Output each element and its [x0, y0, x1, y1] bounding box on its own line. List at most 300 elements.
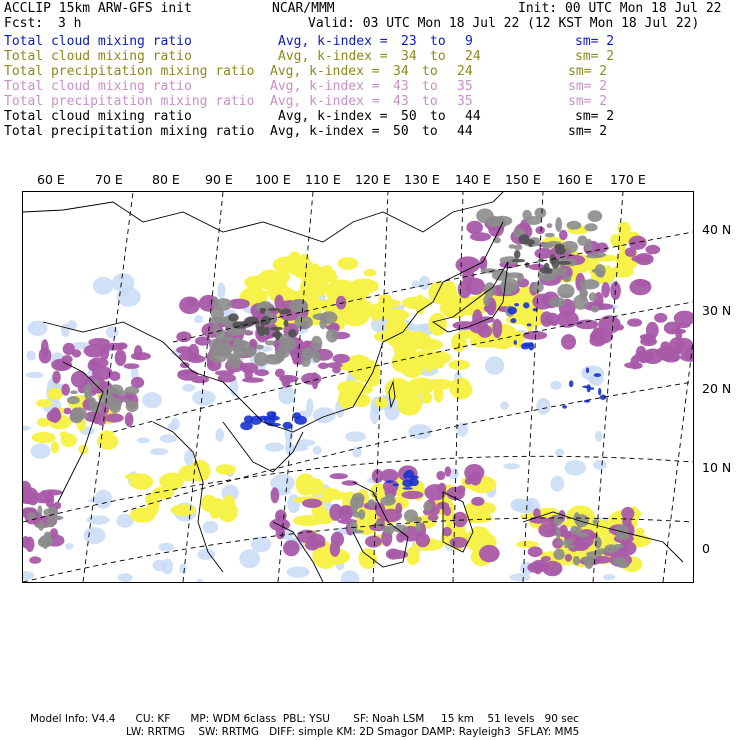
cloud-gray: [38, 520, 44, 531]
cloud-light-blue: [118, 573, 133, 582]
cloud-light-blue: [179, 564, 186, 575]
lon-tick-label: 110 E: [305, 172, 341, 187]
cloud-purple: [542, 561, 562, 576]
cloud-yellow: [323, 488, 340, 500]
cloud-gray: [586, 254, 602, 258]
cloud-purple: [646, 245, 661, 255]
cloud-gray: [573, 556, 580, 566]
cloud-gray: [567, 221, 582, 230]
cloud-light-blue: [84, 527, 106, 544]
cloud-purple: [242, 377, 264, 382]
legend-k-from: 50: [393, 124, 409, 139]
cloud-purple: [458, 280, 472, 298]
cloud-light-blue: [278, 386, 295, 404]
legend-k-to: 35: [457, 94, 473, 109]
cloud-purple: [470, 232, 491, 241]
cloud-purple: [191, 376, 209, 383]
cloud-yellow: [424, 350, 434, 372]
cloud-purple: [244, 369, 253, 380]
cloud-gray: [553, 549, 564, 560]
cloud-purple: [635, 280, 651, 286]
cloud-purple: [465, 478, 473, 485]
legend-field-name: Total cloud mixing ratio: [4, 109, 192, 124]
cloud-gray: [589, 292, 597, 301]
cloud-blue: [586, 367, 589, 373]
cloud-yellow: [338, 257, 359, 270]
lon-tick-label: 150 E: [505, 172, 541, 187]
cloud-yellow: [338, 389, 354, 409]
cloud-purple: [302, 499, 322, 508]
cloud-yellow: [375, 397, 388, 409]
cloud-light-blue: [457, 422, 468, 436]
cloud-purple: [466, 221, 483, 234]
cloud-light-blue: [550, 381, 562, 390]
lon-tick-label: 170 E: [610, 172, 646, 187]
cloud-gray: [547, 223, 553, 228]
legend-field-name: Total precipitation mixing ratio: [4, 124, 255, 139]
cloud-gray: [234, 338, 245, 351]
legend-field-name: Total precipitation mixing ratio: [4, 64, 255, 79]
cloud-light-blue: [26, 372, 44, 378]
cloud-purple: [596, 242, 608, 252]
cloud-gray: [294, 316, 313, 330]
cloud-light-blue: [168, 423, 176, 430]
cloud-gray: [563, 275, 571, 282]
cloud-yellow: [452, 378, 469, 388]
cloud-yellow: [322, 265, 332, 276]
cloud-blue: [589, 387, 594, 390]
legend-smoothing: sm= 2: [568, 64, 608, 79]
cloud-gray: [292, 299, 307, 312]
cloud-purple: [445, 466, 452, 476]
cloud-purple: [492, 319, 502, 338]
cloud-purple: [395, 503, 402, 515]
cloud-dark-gray: [260, 308, 266, 312]
cloud-yellow: [36, 399, 52, 408]
cloud-light-blue: [217, 282, 225, 298]
cloud-light-blue: [95, 490, 113, 509]
legend-smoothing: sm= 2: [575, 109, 615, 124]
cloud-yellow: [125, 473, 150, 480]
cloud-gray: [567, 539, 573, 543]
cloud-light-blue: [182, 384, 195, 392]
cloud-light-blue: [345, 431, 366, 441]
cloud-light-blue: [93, 277, 114, 295]
cloud-purple: [402, 491, 424, 499]
cloud-light-blue: [158, 543, 174, 552]
cloud-yellow: [223, 495, 235, 508]
cloud-light-blue: [285, 438, 293, 455]
model-title: ACCLIP 15km ARW-GFS init: [4, 1, 192, 16]
cloud-gray: [320, 311, 337, 324]
cloud-gray: [416, 520, 422, 532]
cloud-purple: [471, 497, 484, 506]
cloud-light-blue: [86, 515, 109, 524]
legend-to: to: [422, 94, 438, 109]
org-label: NCAR/MMM: [272, 1, 335, 16]
cloud-purple: [535, 226, 545, 234]
cloud-gray: [514, 244, 523, 250]
legend-field-name: Total cloud mixing ratio: [4, 34, 192, 49]
cloud-light-blue: [23, 426, 31, 431]
cloud-purple: [386, 549, 401, 560]
cloud-gray: [305, 351, 320, 356]
cloud-purple: [674, 338, 693, 355]
cloud-blue: [293, 412, 301, 419]
cloud-gray: [584, 223, 597, 231]
cloud-purple: [634, 351, 654, 362]
legend-k-to: 35: [457, 79, 473, 94]
legend-to: to: [430, 109, 446, 124]
cloud-gray: [542, 243, 553, 249]
cloud-gray: [526, 216, 542, 225]
cloud-purple: [631, 255, 652, 263]
cloud-purple: [658, 347, 673, 356]
valid-time: Valid: 03 UTC Mon 18 Jul 22 (12 KST Mon 18 Jul 22): [308, 16, 700, 31]
legend-k-from: 34: [401, 49, 417, 64]
cloud-yellow: [256, 273, 282, 282]
cloud-gray: [212, 296, 218, 308]
cloud-purple: [179, 297, 200, 315]
cloud-gray: [117, 390, 127, 396]
legend-smoothing: sm= 2: [568, 94, 608, 109]
legend-to: to: [422, 124, 438, 139]
cloud-yellow: [421, 392, 432, 404]
cloud-light-blue: [137, 437, 150, 443]
cloud-gray: [49, 516, 64, 521]
cloud-light-blue: [536, 398, 550, 415]
cloud-yellow: [61, 433, 77, 447]
cloud-light-blue: [142, 392, 162, 408]
cloud-gray: [222, 337, 234, 342]
cloud-dark-gray: [511, 259, 525, 263]
cloud-gray: [492, 270, 510, 281]
cloud-light-blue: [192, 390, 216, 405]
cloud-blue: [271, 412, 276, 419]
legend-avg-label: Avg, k-index =: [278, 49, 388, 64]
cloud-light-blue: [593, 460, 606, 470]
cloud-purple: [115, 350, 127, 367]
cloud-blue: [562, 405, 567, 409]
cloud-light-blue: [61, 324, 70, 338]
cloud-light-blue: [23, 571, 34, 580]
cloud-purple: [330, 473, 348, 479]
cloud-purple: [621, 507, 634, 520]
legend-k-to: 9: [465, 34, 473, 49]
legend-smoothing: sm= 2: [568, 124, 608, 139]
cloud-blue: [402, 487, 412, 490]
cloud-purple: [365, 536, 382, 548]
cloud-yellow: [341, 304, 370, 326]
cloud-gray: [350, 496, 364, 508]
cloud-yellow: [306, 478, 325, 495]
cloud-purple: [565, 554, 572, 562]
cloud-purple: [559, 230, 568, 240]
legend-smoothing: sm= 2: [568, 79, 608, 94]
cloud-gray: [311, 336, 322, 351]
cloud-gray: [614, 544, 624, 549]
cloud-yellow: [171, 504, 196, 516]
cloud-purple: [561, 334, 576, 350]
cloud-dark-gray: [284, 320, 289, 327]
cloud-light-blue: [239, 549, 260, 568]
cloud-yellow: [449, 360, 470, 370]
cloud-purple: [336, 296, 346, 310]
lon-tick-label: 100 E: [255, 172, 291, 187]
cloud-yellow: [32, 432, 56, 443]
cloud-blue: [386, 480, 394, 483]
cloud-dark-gray: [538, 259, 544, 262]
cloud-light-blue: [555, 449, 564, 457]
cloud-dark-gray: [228, 313, 239, 321]
legend-avg-label: Avg, k-index =: [270, 64, 380, 79]
cloud-gray: [593, 519, 600, 524]
cloud-purple: [274, 295, 283, 310]
cloud-purple: [100, 344, 109, 361]
lat-tick-label: 10 N: [702, 460, 732, 475]
cloud-light-blue: [28, 321, 48, 336]
cloud-gray: [126, 401, 139, 413]
cloud-gray: [592, 269, 602, 273]
footer-line-2: LW: RRTMG SW: RRTMG DIFF: simple KM: 2D Smagor DAMP: Rayleigh3 SFLAY: MM5: [126, 726, 580, 738]
cloud-purple: [535, 568, 542, 575]
cloud-dark-gray: [558, 261, 571, 265]
cloud-blue: [523, 302, 529, 308]
cloud-purple: [301, 373, 321, 385]
cloud-yellow: [148, 499, 160, 506]
cloud-yellow: [402, 297, 432, 310]
cloud-blue: [402, 479, 413, 487]
cloud-yellow: [428, 313, 446, 336]
legend-field-name: Total precipitation mixing ratio: [4, 94, 255, 109]
cloud-gray: [612, 558, 626, 565]
cloud-blue: [514, 303, 519, 306]
cloud-gray: [554, 514, 563, 526]
cloud-purple: [598, 315, 621, 333]
cloud-light-blue: [551, 476, 565, 492]
cloud-purple: [131, 352, 151, 360]
cloud-purple: [333, 354, 350, 363]
cloud-light-blue: [112, 273, 134, 293]
cloud-yellow: [370, 304, 383, 321]
cloud-gray: [256, 345, 264, 350]
cloud-gray: [227, 355, 241, 370]
map-panel: [22, 191, 694, 583]
cloud-purple: [104, 413, 123, 422]
cloud-gray: [84, 384, 92, 397]
lon-tick-label: 80 E: [152, 172, 180, 187]
cloud-gray: [380, 496, 396, 505]
cloud-light-blue: [287, 566, 310, 577]
cloud-blue: [240, 421, 253, 430]
legend-avg-label: Avg, k-index =: [270, 79, 380, 94]
cloud-purple: [276, 527, 285, 539]
cloud-gray: [246, 347, 256, 356]
cloud-blue: [522, 342, 533, 346]
legend-to: to: [422, 79, 438, 94]
cloud-yellow: [378, 295, 392, 303]
cloud-gray: [265, 340, 275, 345]
cloud-purple: [45, 491, 54, 507]
lat-tick-label: 30 N: [702, 303, 732, 318]
cloud-light-blue: [500, 401, 509, 409]
cloud-purple: [624, 362, 643, 368]
cloud-gray: [594, 537, 601, 549]
cloud-purple: [176, 331, 191, 342]
cloud-dark-gray: [265, 327, 270, 336]
cloud-purple: [528, 547, 543, 558]
cloud-yellow: [406, 546, 420, 565]
cloud-dark-gray: [549, 254, 556, 264]
cloud-gray: [301, 356, 311, 367]
cloud-gray: [555, 217, 562, 232]
cloud-purple: [338, 507, 352, 521]
cloud-yellow: [352, 394, 370, 407]
cloud-light-blue: [287, 494, 300, 513]
cloud-yellow: [47, 388, 63, 400]
cloud-light-blue: [603, 574, 615, 580]
legend-avg-label: Avg, k-index =: [270, 94, 380, 109]
cloud-gray: [43, 541, 48, 549]
fcst-value: 3 h: [58, 16, 82, 31]
lon-tick-label: 60 E: [37, 172, 65, 187]
cloud-gray: [211, 307, 224, 322]
lon-tick-label: 70 E: [95, 172, 123, 187]
cloud-purple: [443, 506, 451, 516]
cloud-purple: [47, 410, 62, 422]
cloud-light-blue: [595, 431, 603, 442]
legend-k-from: 23: [401, 34, 417, 49]
cloud-gray: [549, 297, 566, 307]
legend-to: to: [430, 49, 446, 64]
cloud-light-blue: [184, 450, 194, 466]
cloud-gray: [557, 284, 574, 298]
cloud-yellow: [610, 234, 620, 246]
cloud-gray: [556, 526, 561, 539]
cloud-yellow: [159, 473, 184, 490]
cloud-purple: [601, 282, 610, 298]
cloud-gray: [368, 499, 375, 507]
cloud-light-blue: [419, 276, 430, 290]
cloud-blue: [598, 388, 601, 395]
legend-k-to: 44: [457, 124, 473, 139]
cloud-gray: [493, 216, 513, 226]
cloud-blue: [507, 307, 517, 315]
cloud-gray: [70, 390, 78, 394]
cloud-gray: [352, 512, 361, 518]
cloud-gray: [209, 348, 228, 363]
legend-smoothing: sm= 2: [575, 49, 615, 64]
cloud-yellow: [301, 268, 316, 283]
cloud-gray: [38, 505, 43, 516]
cloud-gray: [579, 287, 587, 302]
cloud-gray: [545, 233, 555, 237]
cloud-dark-gray: [525, 262, 530, 267]
cloud-yellow: [189, 460, 210, 482]
cloud-gray: [212, 329, 226, 335]
cloud-yellow: [287, 251, 303, 275]
cloud-light-blue: [412, 280, 420, 288]
legend-avg-label: Avg, k-index =: [270, 124, 380, 139]
cloud-blue: [594, 373, 601, 377]
cloud-yellow: [216, 464, 236, 475]
cloud-purple: [436, 471, 445, 480]
cloud-purple: [330, 541, 340, 557]
cloud-light-blue: [153, 560, 167, 571]
cloud-yellow: [443, 281, 457, 304]
cloud-purple: [654, 313, 667, 323]
cloud-purple: [442, 527, 451, 537]
cloud-gray: [67, 396, 80, 404]
lon-tick-label: 140 E: [455, 172, 491, 187]
cloud-purple: [576, 320, 599, 330]
cloud-dark-gray: [268, 308, 280, 311]
cloud-blue: [392, 483, 399, 486]
cloud-gray: [423, 501, 432, 511]
graticule-line: [663, 342, 693, 582]
cloud-purple: [195, 336, 211, 345]
cloud-purple: [540, 311, 553, 327]
legend-field-name: Total cloud mixing ratio: [4, 79, 192, 94]
cloud-blue: [582, 386, 590, 389]
forecast-map: [23, 192, 693, 582]
cloud-blue: [510, 318, 516, 323]
cloud-blue: [527, 323, 532, 326]
lon-tick-label: 160 E: [557, 172, 593, 187]
cloud-dark-gray: [539, 267, 551, 273]
cloud-yellow: [407, 355, 422, 372]
cloud-purple: [125, 412, 134, 427]
fcst-label: Fcst:: [4, 16, 44, 31]
cloud-purple: [52, 371, 61, 384]
cloud-purple: [283, 540, 300, 556]
cloud-purple: [671, 329, 686, 335]
cloud-light-blue: [65, 543, 74, 549]
cloud-purple: [271, 487, 280, 503]
cloud-purple: [627, 318, 642, 326]
cloud-gray: [71, 407, 86, 416]
cloud-light-blue: [26, 351, 35, 361]
cloud-light-blue: [106, 326, 118, 338]
cloud-purple: [556, 311, 578, 328]
cloud-yellow: [410, 384, 421, 397]
cloud-yellow: [364, 269, 377, 276]
cloud-purple: [29, 556, 41, 563]
cloud-gray: [578, 533, 589, 538]
lat-tick-label: 40 N: [702, 222, 732, 237]
cloud-purple: [640, 337, 657, 346]
legend-to: to: [430, 34, 446, 49]
legend-avg-label: Avg, k-index =: [278, 34, 388, 49]
cloud-gray: [110, 403, 121, 414]
cloud-blue: [403, 473, 407, 480]
cloud-light-blue: [203, 521, 218, 534]
legend-k-from: 43: [393, 94, 409, 109]
legend-to: to: [422, 64, 438, 79]
legend-k-to: 24: [465, 49, 481, 64]
legend-field-name: Total cloud mixing ratio: [4, 49, 192, 64]
lon-tick-label: 90 E: [205, 172, 233, 187]
cloud-yellow: [381, 309, 410, 321]
cloud-light-blue: [485, 356, 504, 375]
cloud-light-blue: [196, 579, 203, 582]
cloud-blue: [569, 380, 573, 387]
cloud-dark-gray: [555, 247, 566, 255]
cloud-purple: [39, 347, 52, 363]
cloud-gray: [585, 239, 592, 253]
cloud-light-blue: [352, 447, 361, 458]
cloud-light-blue: [265, 442, 284, 451]
